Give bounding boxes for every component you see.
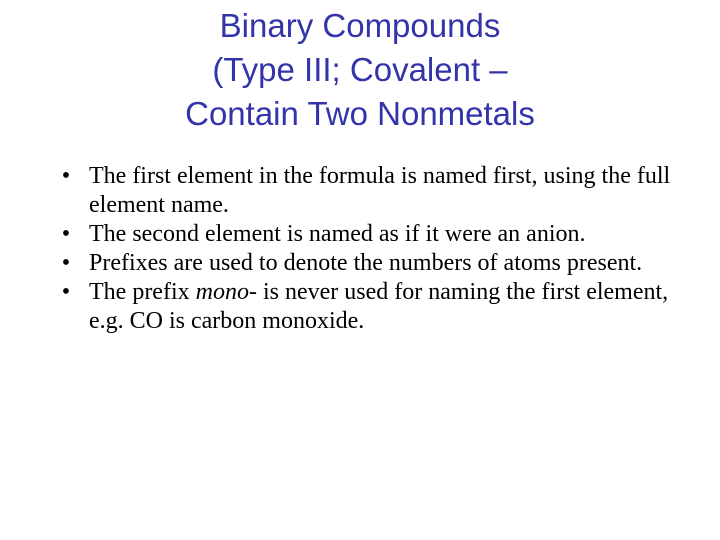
bullet-text: Prefixes are used to denote the numbers of atoms present.: [89, 250, 643, 276]
title-line-1: Binary Compounds: [219, 7, 501, 44]
bullet-marker: •: [61, 279, 71, 305]
slide-title: [0, 4, 720, 136]
bullet-text: The first element in the formula is named first, using the full element name.: [89, 163, 671, 218]
bullet-list: [56, 162, 696, 336]
bullet-text-before: The prefix: [89, 279, 196, 305]
bullet-text-after: is never used for naming the first element, e.g. CO is carbon monoxide.: [89, 279, 669, 334]
bullet-marker: •: [61, 250, 71, 276]
bullet-item: [56, 249, 696, 278]
bullet-text-italic: mono-: [195, 279, 257, 305]
bullet-marker: •: [61, 163, 71, 189]
title-line-3: Contain Two Nonmetals: [185, 95, 535, 132]
bullet-item: [56, 278, 696, 336]
bullet-text: [89, 279, 668, 334]
bullet-text: The second element is named as if it were an anion.: [89, 221, 586, 247]
title-line-2: (Type III; Covalent –: [212, 51, 508, 88]
bullet-item: [56, 220, 696, 249]
bullet-marker: •: [61, 221, 71, 247]
bullet-item: [56, 162, 696, 220]
